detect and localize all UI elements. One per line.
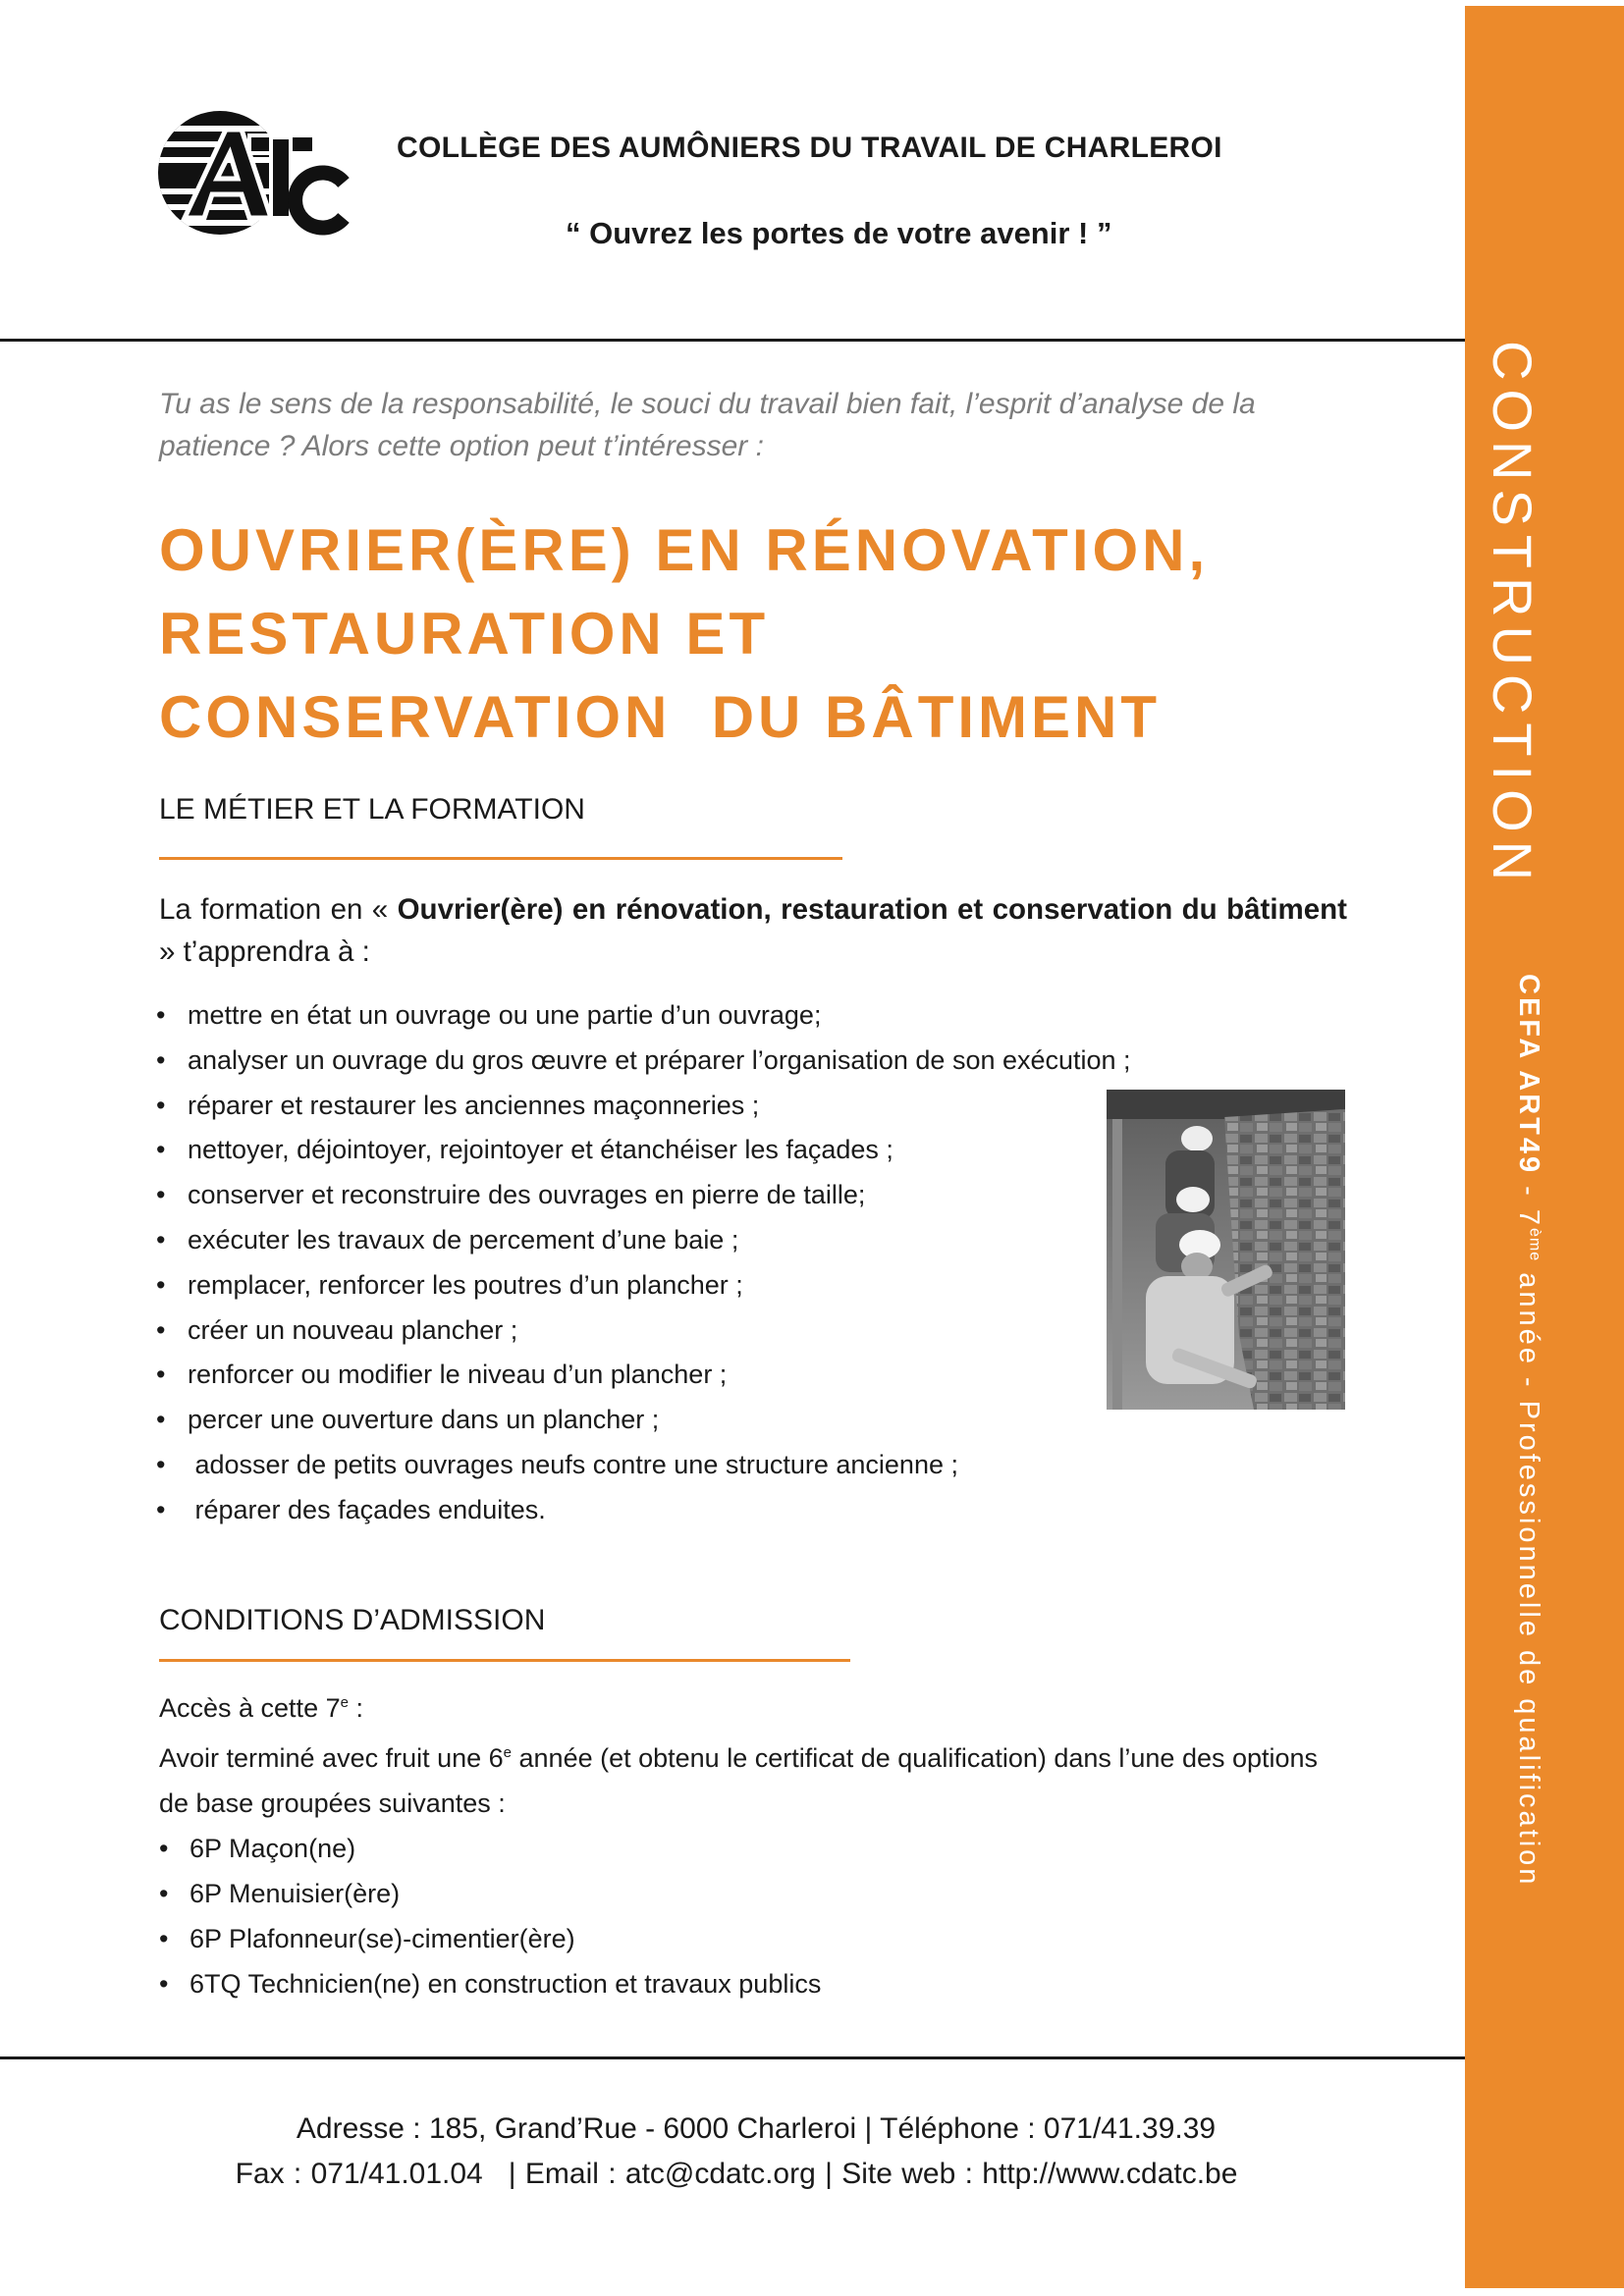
skills-list (152, 993, 1131, 1533)
section-heading-admission: CONDITIONS D’ADMISSION (159, 1604, 546, 1636)
bullet: • (156, 1269, 166, 1300)
page-title (159, 508, 1357, 759)
list-item (152, 1353, 1095, 1398)
footer-fax: Fax : 071/41.01.04 (235, 2158, 483, 2190)
list-item-text: créer un nouveau plancher ; (188, 1314, 518, 1345)
bullet: • (156, 1000, 166, 1030)
options-list (159, 1826, 1352, 2006)
bullet: • (156, 1360, 166, 1390)
list-item-text: conserver et reconstruire des ouvrages en pierre de taille; (188, 1180, 866, 1210)
workers-photo (1107, 1090, 1345, 1410)
access-superscript: e (340, 1694, 349, 1711)
list-item (152, 1263, 1095, 1308)
list-item (152, 1218, 1095, 1263)
bullet: • (159, 1969, 169, 1999)
option-text: 6P Plafonneur(se)-cimentier(ère) (189, 1924, 575, 1953)
header-divider (0, 339, 1465, 342)
program-description: année - Professionnelle de qualification (1513, 1261, 1544, 1888)
footer-email-web: | Email : atc@cdatc.org | Site web : http://www.cdatc.be (508, 2158, 1238, 2190)
formation-prefix: La formation en « (159, 893, 398, 926)
list-item (159, 1961, 1352, 2006)
list-item-text: percer une ouverture dans un plancher ; (188, 1405, 660, 1435)
bullet: • (156, 1405, 166, 1435)
access-line (159, 1681, 1352, 1731)
footer-contacts (0, 2158, 1473, 2191)
list-item (152, 1488, 1095, 1533)
admission-block (159, 1681, 1352, 2006)
list-item-text: exécuter les travaux de percement d’une baie ; (188, 1224, 739, 1255)
formation-name: Ouvrier(ère) en rénovation, restauration et conservation du bâtiment (397, 893, 1347, 926)
list-item-text: adosser de petits ouvrages neufs contre une structure ancienne ; (188, 1449, 958, 1479)
list-item (152, 1398, 1095, 1443)
list-item (152, 1084, 1095, 1129)
motto: “ Ouvrez les portes de votre avenir ! ” (566, 216, 1112, 250)
list-item (152, 1308, 1095, 1354)
list-item-text: renforcer ou modifier le niveau d’un plancher ; (188, 1360, 728, 1390)
section-underline (159, 857, 842, 860)
list-item (152, 1173, 1095, 1218)
list-item-text: nettoyer, déjointoyer, rejointoyer et étanchéiser les façades ; (188, 1135, 893, 1165)
bullet: • (159, 1924, 169, 1953)
title-line-3: CONSERVATION DU BÂTIMENT (159, 684, 1162, 750)
bullet: • (156, 1494, 166, 1524)
list-item (152, 1039, 1131, 1084)
bullet: • (156, 1090, 166, 1120)
requirement-superscript: e (503, 1744, 513, 1761)
section-heading-metier: LE MÉTIER ET LA FORMATION (159, 793, 585, 826)
list-item (159, 1826, 1352, 1871)
title-line-2: RESTAURATION ET (159, 601, 770, 667)
title-line-1: OUVRIER(ÈRE) EN RÉNOVATION, (159, 517, 1210, 583)
access-suffix: : (348, 1693, 363, 1723)
bullet: • (156, 1449, 166, 1479)
access-text: Accès à cette 7 (159, 1693, 341, 1723)
program-superscript: ème (1526, 1228, 1543, 1262)
bullet: • (156, 1135, 166, 1165)
bullet: • (159, 1879, 169, 1908)
atc-logo (155, 108, 350, 238)
option-text: 6TQ Technicien(ne) en construction et travaux publics (189, 1969, 822, 1999)
list-item-text: réparer des façades enduites. (188, 1494, 546, 1524)
list-item (159, 1916, 1352, 1961)
option-text: 6P Maçon(ne) (189, 1834, 356, 1863)
sidebar-program (1512, 974, 1544, 1887)
bullet: • (156, 1044, 166, 1075)
requirement-part-1: Avoir terminé avec fruit une 6 (159, 1743, 504, 1773)
formation-suffix: » t’apprendra à : (159, 935, 370, 968)
list-item-text: remplacer, renforcer les poutres d’un plancher ; (188, 1269, 743, 1300)
option-text: 6P Menuisier(ère) (189, 1879, 401, 1908)
sidebar-category: CONSTRUCTION (1482, 341, 1543, 890)
school-name: COLLÈGE DES AUMÔNIERS DU TRAVAIL DE CHARLEROI (397, 132, 1222, 164)
bullet: • (159, 1834, 169, 1863)
list-item-text: réparer et restaurer les anciennes maçonneries ; (188, 1090, 760, 1120)
footer-divider (0, 2056, 1465, 2059)
list-item (152, 1128, 1095, 1173)
bullet: • (156, 1224, 166, 1255)
footer-address: Adresse : 185, Grand’Rue - 6000 Charleroi | Téléphone : 071/41.39.39 (296, 2112, 1217, 2145)
bullet: • (156, 1314, 166, 1345)
list-item (159, 1871, 1352, 1916)
program-separator: - 7 (1513, 1175, 1544, 1229)
requirement-text (159, 1731, 1352, 1826)
list-item (152, 1443, 1095, 1488)
program-code: CEFA ART49 (1513, 974, 1544, 1176)
intro-text: Tu as le sens de la responsabilité, le souci du travail bien fait, l’esprit d’analyse de la patience ? Alors cette option peut t’intéresser : (159, 388, 1256, 462)
list-item (152, 993, 1095, 1039)
formation-paragraph (159, 888, 1347, 973)
bullet: • (156, 1180, 166, 1210)
list-item-text: mettre en état un ouvrage ou une partie d’un ouvrage; (188, 1000, 822, 1030)
list-item-text: analyser un ouvrage du gros œuvre et préparer l’organisation de son exécution ; (188, 1044, 1131, 1075)
requirement-part-2: année (et obtenu le certificat de qualification) dans l’une des options de base groupées suivantes : (159, 1743, 1319, 1818)
section-underline (159, 1659, 850, 1662)
